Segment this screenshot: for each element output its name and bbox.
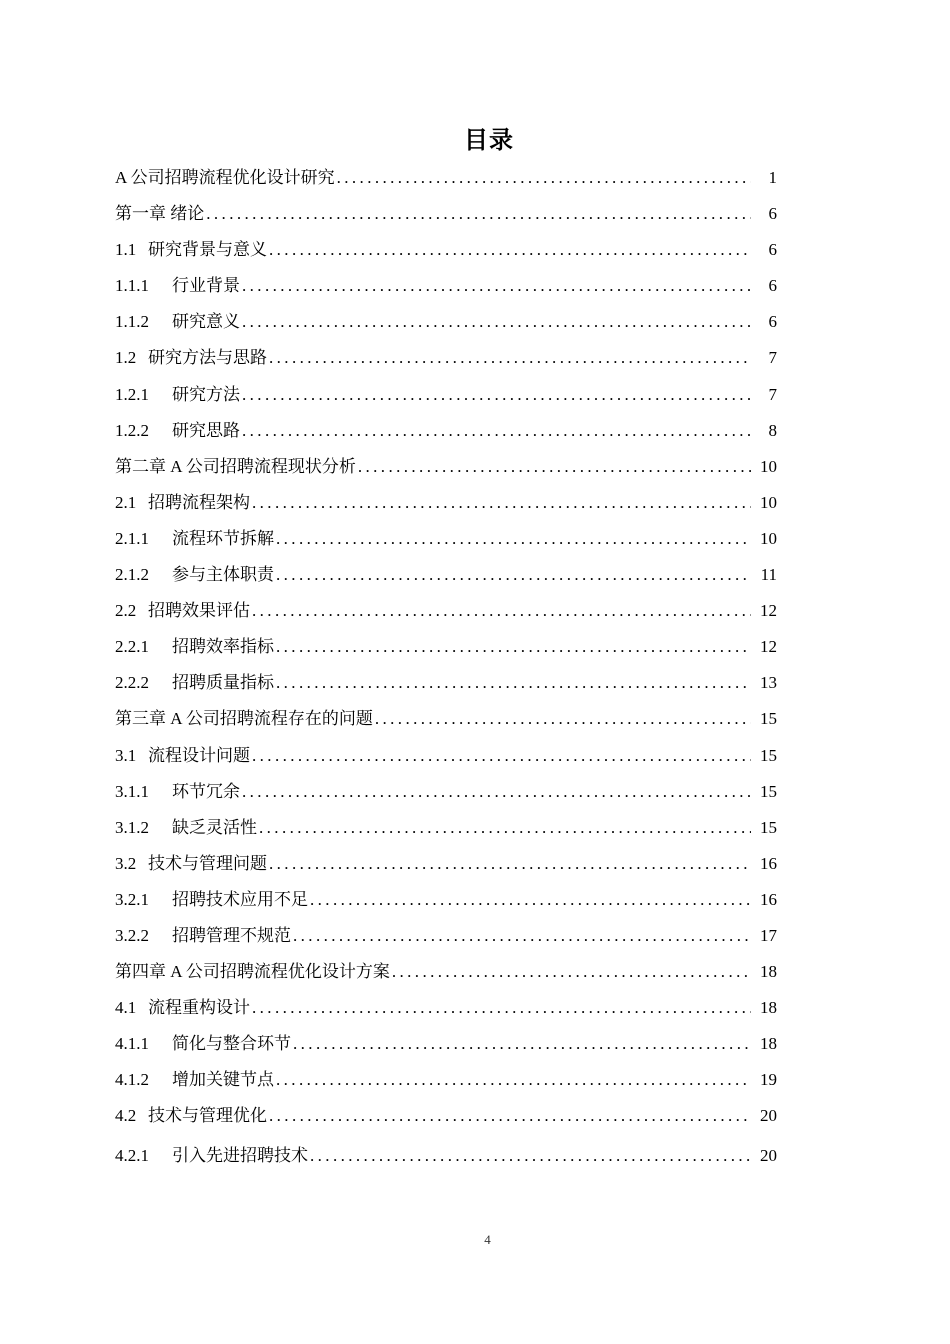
toc-entry-title: 第四章 A 公司招聘流程优化设计方案	[115, 962, 390, 982]
toc-entry-title: 研究方法与思路	[148, 348, 267, 368]
toc-entry-page: 8	[768, 420, 777, 440]
toc-entry-leader-dots	[276, 557, 751, 593]
toc-entry-page: 6	[768, 276, 777, 296]
toc-entry-leader-dots	[269, 1098, 751, 1134]
toc-entry-title: 第三章 A 公司招聘流程存在的问题	[115, 709, 373, 729]
toc-entry-page: 10	[760, 456, 777, 476]
toc-entry-title: 缺乏灵活性	[172, 817, 257, 837]
toc-entry-page: 15	[760, 709, 777, 729]
toc-entry-leader-dots	[252, 990, 751, 1026]
toc-entry-title: 招聘技术应用不足	[172, 889, 308, 909]
toc-entry[interactable]	[115, 1062, 777, 1098]
toc-entry-leader-dots	[276, 1062, 751, 1098]
toc-entry[interactable]	[115, 954, 777, 990]
toc-entry-page: 18	[760, 962, 777, 982]
toc-entry-title: 流程环节拆解	[172, 528, 274, 548]
toc-entry-title: 技术与管理优化	[148, 1106, 267, 1126]
toc-entry[interactable]	[115, 846, 777, 882]
toc-entry-number: 4.2	[115, 1106, 137, 1126]
toc-entry-leader-dots	[252, 593, 751, 629]
toc-entry-leader-dots	[269, 232, 751, 268]
toc-entry-leader-dots	[259, 810, 751, 846]
toc-entry-number: 2.2.1	[115, 637, 149, 657]
toc-entry-leader-dots	[375, 701, 751, 737]
toc-entry-page: 13	[760, 673, 777, 693]
toc-entry[interactable]	[115, 593, 777, 629]
toc-entry-number: 4.1	[115, 998, 137, 1018]
toc-entry-title: 环节冗余	[172, 781, 240, 801]
toc-entry-leader-dots	[242, 774, 751, 810]
toc-entry-title: 引入先进招聘技术	[172, 1145, 308, 1165]
toc-entry-leader-dots	[269, 846, 751, 882]
toc-entry-page: 20	[760, 1106, 777, 1126]
toc-entry[interactable]	[115, 160, 777, 196]
toc-entry[interactable]	[115, 918, 777, 954]
toc-entry-title: A 公司招聘流程优化设计研究	[115, 168, 335, 187]
toc-entry-title: 研究意义	[172, 312, 240, 332]
toc-entry-leader-dots	[252, 485, 751, 521]
toc-list	[115, 160, 777, 1174]
toc-entry-page: 12	[760, 601, 777, 621]
toc-entry[interactable]	[115, 810, 777, 846]
toc-entry-number: 2.1.2	[115, 565, 149, 585]
toc-entry-title: 研究背景与意义	[148, 240, 267, 260]
toc-entry-number: 4.1.2	[115, 1070, 149, 1090]
toc-entry[interactable]	[115, 1098, 777, 1134]
toc-entry-leader-dots	[242, 304, 751, 340]
toc-entry-leader-dots	[293, 918, 751, 954]
toc-entry-title: 招聘质量指标	[172, 673, 274, 693]
toc-entry-number: 2.1.1	[115, 528, 149, 548]
toc-entry-number: 1.1.2	[115, 312, 149, 332]
toc-entry-leader-dots	[242, 268, 751, 304]
toc-entry[interactable]	[115, 1026, 777, 1062]
toc-entry[interactable]	[115, 665, 777, 701]
toc-entry-number: 4.1.1	[115, 1034, 149, 1054]
toc-entry-page: 7	[768, 384, 777, 404]
toc-entry-leader-dots	[206, 196, 751, 232]
toc-entry-page: 1	[768, 168, 777, 187]
toc-entry-number: 3.2.1	[115, 889, 149, 909]
toc-entry-leader-dots	[358, 449, 751, 485]
toc-entry-page: 15	[760, 781, 777, 801]
toc-entry-title: 第二章 A 公司招聘流程现状分析	[115, 456, 356, 476]
toc-entry-title: 流程重构设计	[148, 998, 250, 1018]
toc-entry-leader-dots	[276, 629, 751, 665]
toc-entry[interactable]	[115, 990, 777, 1026]
toc-entry-title: 招聘效率指标	[172, 637, 274, 657]
toc-entry-page: 6	[768, 204, 777, 224]
toc-entry[interactable]	[115, 882, 777, 918]
toc-entry[interactable]	[115, 521, 777, 557]
toc-entry[interactable]	[115, 629, 777, 665]
toc-entry-number: 1.2.1	[115, 384, 149, 404]
toc-entry-leader-dots	[337, 160, 751, 196]
toc-entry-page: 15	[760, 817, 777, 837]
toc-entry-leader-dots	[293, 1026, 751, 1062]
toc-entry-page: 10	[760, 492, 777, 512]
toc-entry-title: 招聘效果评估	[148, 601, 250, 621]
toc-entry[interactable]	[115, 304, 777, 340]
toc-entry-leader-dots	[269, 340, 751, 376]
toc-entry-page: 19	[760, 1070, 777, 1090]
toc-entry[interactable]	[115, 232, 777, 268]
toc-entry-number: 1.2.2	[115, 420, 149, 440]
toc-entry-leader-dots	[242, 377, 751, 413]
toc-entry[interactable]	[115, 738, 777, 774]
toc-entry-title: 研究思路	[172, 420, 240, 440]
toc-title: 目录	[464, 126, 514, 154]
toc-entry-number: 3.2.2	[115, 925, 149, 945]
toc-entry-page: 11	[760, 565, 777, 585]
toc-entry-number: 2.2.2	[115, 673, 149, 693]
toc-entry[interactable]	[115, 377, 777, 413]
toc-entry-title: 招聘管理不规范	[172, 925, 291, 945]
toc-entry-number: 3.1.1	[115, 781, 149, 801]
toc-entry-title: 参与主体职责	[172, 565, 274, 585]
toc-entry-page: 18	[760, 998, 777, 1018]
toc-entry-page: 10	[760, 528, 777, 548]
toc-entry-title: 流程设计问题	[148, 745, 250, 765]
toc-entry-leader-dots	[310, 882, 751, 918]
page-number: 4	[484, 1232, 491, 1247]
toc-entry[interactable]	[115, 701, 777, 737]
toc-entry-leader-dots	[276, 665, 751, 701]
toc-entry-title: 招聘流程架构	[148, 492, 250, 512]
toc-entry-number: 1.1	[115, 240, 137, 260]
toc-entry-leader-dots	[242, 413, 751, 449]
toc-entry-number: 2.2	[115, 601, 137, 621]
toc-entry-title: 增加关键节点	[172, 1070, 274, 1090]
toc-entry[interactable]	[115, 485, 777, 521]
toc-entry-leader-dots	[252, 738, 751, 774]
toc-entry[interactable]	[115, 340, 777, 376]
toc-entry-number: 1.2	[115, 348, 137, 368]
toc-entry-page: 7	[768, 348, 777, 368]
toc-entry[interactable]	[115, 1138, 777, 1174]
toc-entry-number: 3.1.2	[115, 817, 149, 837]
toc-entry-page: 20	[760, 1145, 777, 1165]
toc-entry[interactable]	[115, 413, 777, 449]
toc-entry-number: 1.1.1	[115, 276, 149, 296]
toc-entry-leader-dots	[310, 1138, 751, 1174]
toc-entry[interactable]	[115, 449, 777, 485]
toc-entry-title: 简化与整合环节	[172, 1034, 291, 1054]
toc-entry-number: 3.1	[115, 745, 137, 765]
toc-entry-number: 4.2.1	[115, 1145, 149, 1165]
toc-entry-leader-dots	[392, 954, 751, 990]
toc-entry[interactable]	[115, 268, 777, 304]
toc-entry[interactable]	[115, 196, 777, 232]
toc-entry-page: 18	[760, 1034, 777, 1054]
toc-entry-page: 16	[760, 889, 777, 909]
toc-entry-title: 第一章 绪论	[115, 204, 205, 224]
toc-entry-page: 6	[768, 240, 777, 260]
toc-entry-page: 15	[760, 745, 777, 765]
toc-entry-number: 2.1	[115, 492, 137, 512]
toc-entry-number: 3.2	[115, 853, 137, 873]
toc-entry-page: 17	[760, 925, 777, 945]
toc-entry[interactable]	[115, 774, 777, 810]
toc-entry-page: 12	[760, 637, 777, 657]
toc-entry-title: 技术与管理问题	[148, 853, 267, 873]
toc-entry-title: 行业背景	[172, 276, 240, 296]
toc-entry-page: 6	[768, 312, 777, 332]
toc-entry-title: 研究方法	[172, 384, 240, 404]
toc-entry[interactable]	[115, 557, 777, 593]
toc-entry-leader-dots	[276, 521, 751, 557]
toc-entry-page: 16	[760, 853, 777, 873]
